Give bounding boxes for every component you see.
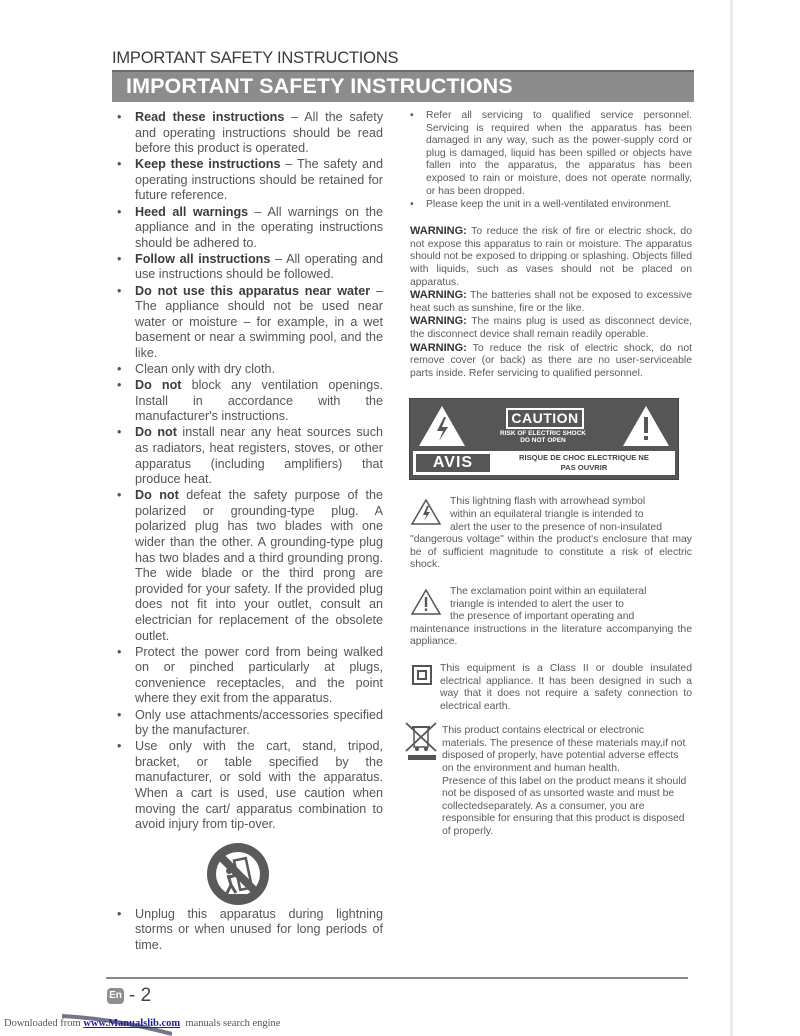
left-column xyxy=(117,110,383,954)
french-line-2: PAS OUVRIR xyxy=(560,463,608,473)
lightning-symbol-explanation xyxy=(410,496,692,572)
item-lead: Read these instructions xyxy=(135,110,285,124)
cart-tipover-warning-icon xyxy=(205,841,271,907)
running-header: IMPORTANT SAFETY INSTRUCTIONS xyxy=(112,49,399,67)
right-column xyxy=(410,110,692,839)
symbol-text-line: triangle is intended to alert the user to xyxy=(450,598,624,610)
item-text: – The safety and operating instructions should be retained for future reference. xyxy=(135,157,383,203)
caution-title: CAUTION xyxy=(506,408,584,429)
list-item: • Please keep the unit in a well-ventilated environment. xyxy=(410,199,692,212)
list-item xyxy=(117,157,383,204)
item-text: defeat the safety purpose of the polarized or grounding-type plug. A polarized plug has two blades with one wider than the other. A grounding-type plug has two blades and a third grounding prong. The wide blade or the third prong are provided for your safety. If the provided plug does not fit into your outlet, consult an electrician for replacement of the obsolete outlet. xyxy=(135,488,383,643)
item-lead: Keep these instructions xyxy=(135,157,281,172)
list-item xyxy=(117,284,383,362)
section-title: IMPORTANT SAFETY INSTRUCTIONS xyxy=(126,74,513,98)
item-text: – All operating and use instructions should be followed. xyxy=(135,251,383,282)
symbol-text-line: alert the user to the presence of non-insulated xyxy=(450,521,662,533)
lightning-triangle-icon xyxy=(418,405,466,447)
warning-text: The batteries shall not be exposed to excessive heat such as sunshine, fire or the like. xyxy=(410,290,692,314)
warning-label: WARNING: xyxy=(410,341,467,354)
item-text: Protect the power cord from being walked on or pinched particularly at plugs, convenience receptacles, and the point where they exit from the apparatus. xyxy=(135,644,383,706)
list-item xyxy=(117,378,383,425)
warning-paragraph xyxy=(410,342,692,381)
exclamation-symbol-explanation xyxy=(410,586,692,649)
warning-text: The mains plug is used as disconnect device, the disconnect device shall remain readily operable. xyxy=(410,316,692,340)
item-lead: Do not xyxy=(135,378,182,393)
item-text: Clean only with dry cloth. xyxy=(135,362,275,376)
list-item xyxy=(117,907,383,954)
item-text: Only use attachments/accessories specified by the manufacturer. xyxy=(135,707,383,738)
list-item xyxy=(117,645,383,707)
warning-label: WARNING: xyxy=(410,315,467,328)
weee-paragraph-1: This product contains electrical or electronic materials. The presence of these materials may,if not disposed of properly, have potential adverse effects on the environment and human health. xyxy=(442,725,686,775)
warnings-block xyxy=(410,225,692,380)
section-title-bar xyxy=(112,70,694,102)
list-item xyxy=(117,739,383,833)
warning-paragraph xyxy=(410,315,692,341)
item-text: install near any heat sources such as radiators, heat registers, stoves, or other apparatus (including amplifiers) that produce heat. xyxy=(135,425,383,487)
caution-line-2: DO NOT OPEN xyxy=(520,437,566,445)
item-text: – The appliance should not be used near water or moisture – for example, in a wet basement or near a swimming pool, and the like. xyxy=(135,283,383,360)
warning-paragraph xyxy=(410,289,692,315)
list-item xyxy=(117,708,383,739)
list-item xyxy=(117,110,383,157)
exclamation-triangle-icon xyxy=(622,405,670,447)
list-item xyxy=(117,205,383,252)
item-text: Unplug this apparatus during lightning storms or when unused for long periods of time. xyxy=(135,906,383,952)
download-note xyxy=(4,1018,280,1029)
page-number: - 2 xyxy=(129,985,152,1006)
item-lead: Follow all instructions xyxy=(135,251,271,266)
instruction-list-final xyxy=(117,907,383,954)
warning-text: To reduce the risk of electric shock, do not remove cover (or back) as there are no user-serviceable parts inside. Refer servicing to qualified personnel. xyxy=(410,342,692,379)
list-item xyxy=(117,425,383,487)
item-text: block any ventilation openings. Install in accordance with the manufacturer's instructions. xyxy=(135,378,384,424)
crossed-out-bin-icon xyxy=(404,721,440,763)
class-ii-explanation xyxy=(410,663,692,713)
lightning-triangle-icon xyxy=(410,498,442,526)
item-lead: Heed all warnings xyxy=(135,204,249,219)
weee-paragraph-2: Presence of this label on the product means it should not be disposed of as unsorted waste and must be collectedseparately. As a consumer, you are responsible for ensuring that this product is disposed of properly. xyxy=(442,775,687,838)
symbol-text-rest: maintenance instructions in the literature accompanying the appliance. xyxy=(410,623,692,648)
footer-divider xyxy=(106,977,688,979)
french-line-1: RISQUE DE CHOC ELECTRIQUE NE xyxy=(519,453,649,463)
warning-label: WARNING: xyxy=(410,225,467,238)
language-badge: En xyxy=(107,988,124,1004)
item-lead: Do not use this apparatus near water xyxy=(135,283,371,298)
page-edge-shadow xyxy=(730,0,733,1036)
warning-paragraph xyxy=(410,225,692,289)
warning-label: WARNING: xyxy=(410,289,467,302)
list-item: • Refer all servicing to qualified service personnel. Servicing is required when the apparatus has been damaged in any way, such as the power-supply cord or plug is damaged, liquid has been spilled or objects have fallen into the apparatus, the apparatus has been exposed to rain or moisture, does not operate normally, or has been dropped. xyxy=(410,110,692,198)
caution-label xyxy=(409,398,679,480)
manualslib-link[interactable]: www.Manualslib.com xyxy=(83,1018,181,1029)
list-item xyxy=(117,252,383,283)
item-lead: Do not xyxy=(135,488,179,503)
symbol-text-line: The exclamation point within an equilateral xyxy=(450,585,647,597)
item-text: – All warnings on the appliance and in the operating instructions should be adhered to. xyxy=(135,204,383,250)
item-text: – All the safety and operating instructions should be read before this product is operated. xyxy=(135,110,383,156)
service-list xyxy=(410,110,692,211)
symbol-text-line: within an equilateral triangle is intended to xyxy=(450,508,644,520)
download-prefix: Downloaded from xyxy=(4,1018,84,1029)
french-warning xyxy=(495,453,673,473)
item-text: Use only with the cart, stand, tripod, bracket, or table specified by the manufacturer, or sold with the apparatus. When a cart is used, use caution when moving the cart/ apparatus combination to avoid injury from tip-over. xyxy=(135,739,383,832)
caution-french-band xyxy=(413,451,675,475)
list-item xyxy=(117,488,383,644)
warning-text: To reduce the risk of fire or electric shock, do not expose this apparatus to rain or moisture. The apparatus should not be exposed to dripping or splashing. Objects filled with liquids, such as vases should not be placed on apparatus. xyxy=(410,226,692,288)
avis-label: AVIS xyxy=(416,454,490,472)
symbol-text-rest: "dangerous voltage" within the product's enclosure that may be of sufficient magnitude to constitute a risk of electric shock. xyxy=(410,534,692,571)
download-suffix: manuals search engine xyxy=(180,1018,281,1029)
symbol-text-line: This lightning flash with arrowhead symbol xyxy=(450,496,646,508)
symbol-text-line: the presence of important operating and xyxy=(450,611,635,623)
class-ii-text: This equipment is a Class II or double insulated electrical appliance. It has been designed in such a way that it does not require a safety connection to electrical earth. xyxy=(440,662,692,712)
caution-line-1: RISK OF ELECTRIC SHOCK xyxy=(500,430,586,438)
item-lead: Do not xyxy=(135,425,177,440)
exclamation-triangle-icon xyxy=(410,588,442,616)
class-ii-double-square-icon xyxy=(412,665,432,685)
weee-explanation xyxy=(410,725,692,838)
list-item xyxy=(117,362,383,378)
caution-subtitle xyxy=(480,430,606,444)
instruction-list xyxy=(117,110,383,833)
